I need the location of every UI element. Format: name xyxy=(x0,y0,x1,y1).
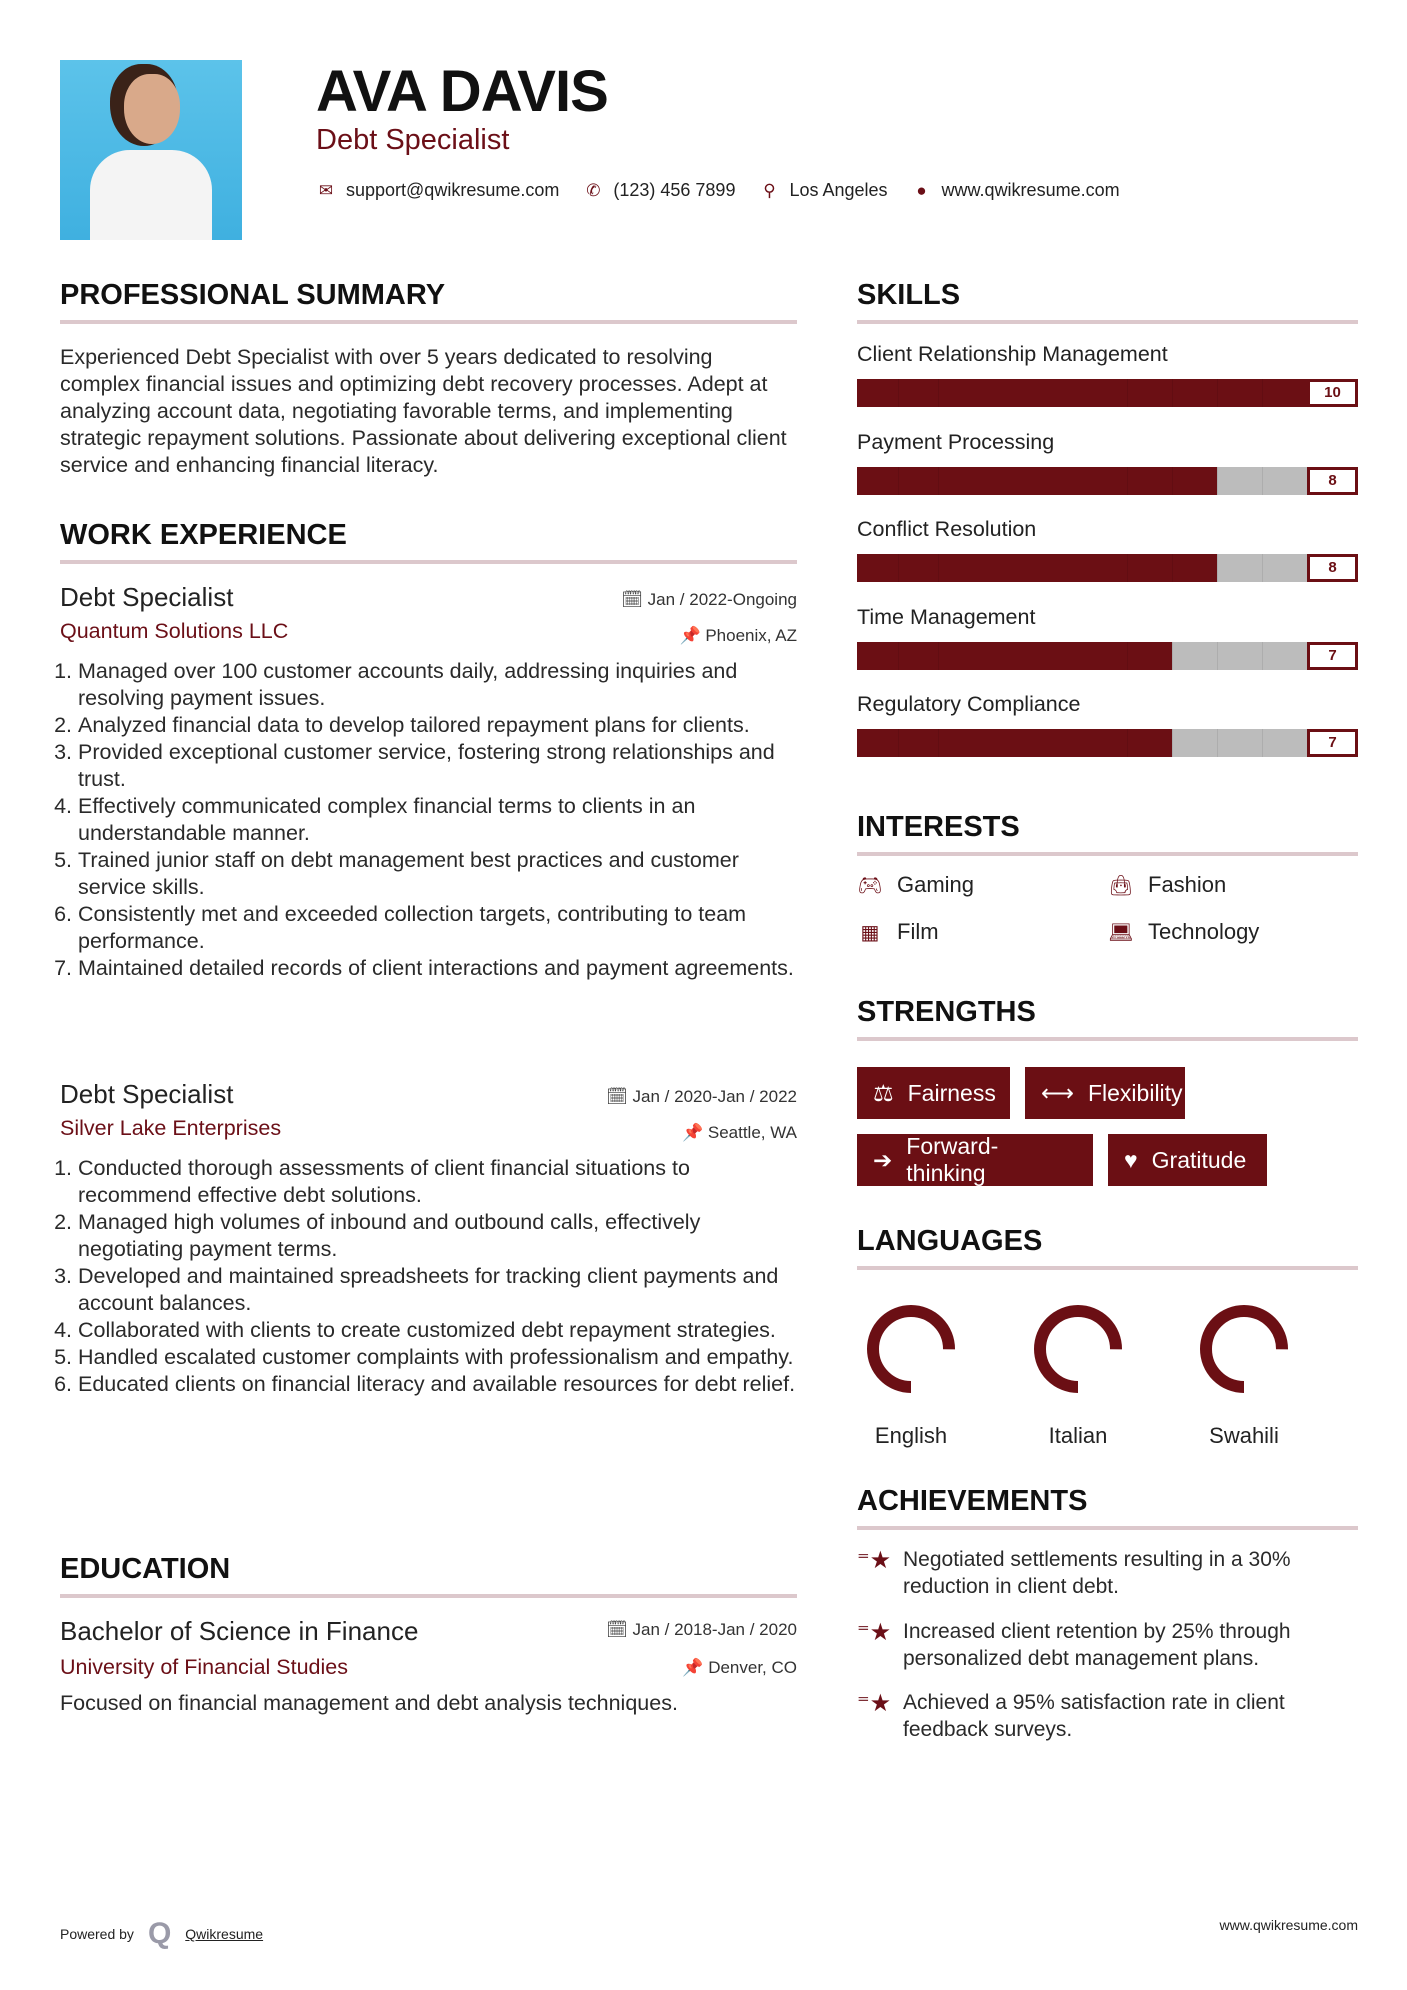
dates-text: Jan / 2022-Ongoing xyxy=(647,590,797,609)
job-bullet: 4. Collaborated with clients to create customized debt repayment strategies. xyxy=(78,1317,797,1344)
company-name: Silver Lake Enterprises xyxy=(60,1116,282,1140)
location-text: Seattle, WA xyxy=(707,1123,797,1142)
skill-name: Conflict Resolution xyxy=(857,517,1037,542)
phone-icon: ✆ xyxy=(586,180,601,200)
skill-bar-fill xyxy=(857,729,1172,757)
strength-forward-thinking xyxy=(857,1134,1093,1186)
interest-label: Technology xyxy=(1148,919,1260,944)
skill-bar xyxy=(857,729,1358,757)
achievement-text: Increased client retention by 25% through personalized debt management plans. xyxy=(903,1620,1291,1670)
section-heading: PROFESSIONAL SUMMARY xyxy=(60,279,446,311)
laptop-icon: 💻︎ xyxy=(1108,921,1134,944)
interest-film xyxy=(857,919,939,945)
skill-bar xyxy=(857,379,1358,407)
skill-level: 8 xyxy=(1307,467,1358,495)
education-description: Focused on financial management and debt analysis techniques. xyxy=(60,1691,678,1715)
job-title: Debt Specialist xyxy=(60,1079,234,1109)
skill-bar xyxy=(857,642,1358,670)
divider xyxy=(857,320,1358,324)
achievement-item xyxy=(857,1546,1358,1600)
job-bullet: 1. Managed over 100 customer accounts daily, addressing inquiries and resolving payment issues. xyxy=(78,658,797,712)
location-text: Denver, CO xyxy=(708,1658,797,1677)
footer-powered xyxy=(60,1917,263,1951)
job-bullet: 3. Developed and maintained spreadsheets for tracking client payments and account balances. xyxy=(78,1263,797,1317)
skill-name: Time Management xyxy=(857,604,1036,629)
shopping-bag-icon: 👜︎ xyxy=(1108,874,1134,897)
divider xyxy=(60,1594,797,1598)
candidate-title: Debt Specialist xyxy=(316,124,510,156)
summary-section xyxy=(60,279,797,479)
section-heading: WORK EXPERIENCE xyxy=(60,519,347,551)
skill-level: 7 xyxy=(1307,729,1358,757)
language-ring-arc xyxy=(1040,1311,1116,1387)
envelope-icon: ✉ xyxy=(318,180,334,200)
skill-name: Client Relationship Management xyxy=(857,342,1168,366)
language-item xyxy=(846,1301,976,1449)
arrow-right-icon: ➔ xyxy=(873,1146,893,1173)
divider xyxy=(857,1526,1358,1530)
job-title: Debt Specialist xyxy=(60,582,234,612)
language-ring xyxy=(863,1301,959,1397)
education-location: 📌 Denver, CO xyxy=(682,1658,797,1677)
section-heading: INTERESTS xyxy=(857,811,1020,843)
strengths-section xyxy=(857,996,1358,1196)
strength-label: Flexibility xyxy=(1087,1079,1183,1106)
language-ring-arc xyxy=(1206,1311,1282,1387)
skill-name: Payment Processing xyxy=(857,429,1055,454)
job-dates: 🗓 Jan / 2022-Ongoing xyxy=(621,590,797,609)
skills-section xyxy=(857,279,1358,780)
achievement-text: Achieved a 95% satisfaction rate in client feedback surveys. xyxy=(903,1691,1285,1741)
dates-text: Jan / 2020-Jan / 2022 xyxy=(632,1087,797,1106)
skill-bar-fill xyxy=(857,554,1217,582)
job-bullet: 6. Educated clients on financial literacy and available resources for debt relief. xyxy=(78,1371,797,1398)
job-dates: 🗓 Jan / 2020-Jan / 2022 xyxy=(606,1087,797,1106)
shooting-star-icon: ⁼★ xyxy=(857,1619,892,1646)
language-item xyxy=(1013,1301,1143,1449)
divider xyxy=(60,560,797,564)
contact-email[interactable]: support@qwikresume.com xyxy=(346,180,560,200)
job-entry xyxy=(60,582,797,982)
language-ring xyxy=(1196,1301,1292,1397)
job-bullet: 1. Conducted thorough assessments of client financial situations to recommend effective debt solutions. xyxy=(78,1155,797,1209)
job-bullets xyxy=(60,658,797,982)
language-item xyxy=(1179,1301,1309,1449)
strength-flexibility xyxy=(1025,1067,1185,1119)
strength-fairness xyxy=(857,1067,1010,1119)
job-location: 📌 Phoenix, AZ xyxy=(679,626,797,645)
divider xyxy=(857,1037,1358,1041)
divider xyxy=(60,320,797,324)
skill-bar xyxy=(857,467,1358,495)
location-text: Phoenix, AZ xyxy=(705,626,797,645)
language-name: Italian xyxy=(1048,1423,1108,1448)
interest-technology xyxy=(1108,919,1259,945)
skill-level: 8 xyxy=(1307,554,1358,582)
experience-section xyxy=(60,519,797,564)
interest-fashion xyxy=(1108,872,1226,898)
job-bullet: 2. Managed high volumes of inbound and outbound calls, effectively negotiating payment terms. xyxy=(78,1209,797,1263)
strength-label: Forward-thinking xyxy=(906,1133,999,1186)
job-bullet: 3. Provided exceptional customer service, fostering strong relationships and trust. xyxy=(78,739,797,793)
skill-bar-fill xyxy=(857,642,1172,670)
contact-website[interactable]: www.qwikresume.com xyxy=(941,180,1120,200)
job-bullet: 4. Effectively communicated complex financial terms to clients in an understandable manner. xyxy=(78,793,797,847)
skill-item xyxy=(857,342,1358,430)
profile-photo xyxy=(60,60,242,240)
brand-link[interactable]: Qwikresume xyxy=(185,1926,264,1942)
strength-label: Fairness xyxy=(907,1079,996,1106)
education-dates: 🗓 Jan / 2018-Jan / 2020 xyxy=(606,1620,797,1639)
film-icon: ▦ xyxy=(860,921,880,944)
languages-section xyxy=(857,1225,1358,1448)
job-bullet: 2. Analyzed financial data to develop tailored repayment plans for clients. xyxy=(78,712,797,739)
section-heading: ACHIEVEMENTS xyxy=(857,1485,1088,1517)
section-heading: LANGUAGES xyxy=(857,1225,1043,1257)
job-bullet: 5. Handled escalated customer complaints with professionalism and empathy. xyxy=(78,1344,797,1371)
skill-bar-fill xyxy=(857,467,1217,495)
powered-by-text: Powered by xyxy=(60,1926,134,1942)
language-ring-arc xyxy=(873,1311,949,1387)
job-location: 📌 Seattle, WA xyxy=(681,1123,797,1142)
balance-scale-icon: ⚖ xyxy=(873,1079,894,1106)
job-bullet: 7. Maintained detailed records of client interactions and payment agreements. xyxy=(78,955,797,982)
section-heading: SKILLS xyxy=(857,279,961,311)
skill-bar xyxy=(857,554,1358,582)
globe-icon: ● xyxy=(916,180,927,200)
achievements-section xyxy=(857,1485,1358,1745)
divider xyxy=(857,852,1358,856)
dates-text: Jan / 2018-Jan / 2020 xyxy=(632,1620,797,1639)
interest-label: Film xyxy=(897,919,939,944)
skill-name: Regulatory Compliance xyxy=(857,692,1081,717)
map-pin-icon: ⚲ xyxy=(763,180,776,200)
degree: Bachelor of Science in Finance xyxy=(60,1616,419,1646)
contact-phone: (123) 456 7899 xyxy=(613,180,736,200)
summary-text: Experienced Debt Specialist with over 5 years dedicated to resolving complex financial issues and optimizing debt recovery processes. Adept at analyzing account data, negotiating favorable terms, and implementing strategic repayment solutions. Passionate about delivering exceptional client service and enhancing financial literacy. xyxy=(60,345,787,477)
shooting-star-icon: ⁼★ xyxy=(857,1690,892,1717)
contact-bar xyxy=(316,180,1120,201)
achievement-item xyxy=(857,1689,1358,1743)
skill-level: 10 xyxy=(1307,379,1358,407)
interest-label: Gaming xyxy=(897,872,975,897)
language-ring xyxy=(1030,1301,1126,1397)
contact-location: Los Angeles xyxy=(789,180,888,200)
section-heading: EDUCATION xyxy=(60,1553,231,1585)
interest-gaming xyxy=(857,872,974,898)
language-name: Swahili xyxy=(1209,1423,1279,1448)
job-entry xyxy=(60,1079,797,1398)
job-bullet: 6. Consistently met and exceeded collection targets, contributing to team performance. xyxy=(78,901,797,955)
strength-label: Gratitude xyxy=(1151,1146,1247,1173)
achievement-text: Negotiated settlements resulting in a 30% reduction in client debt. xyxy=(903,1548,1291,1598)
arrows-horizontal-icon: ⟷ xyxy=(1041,1079,1074,1106)
candidate-name: AVA DAVIS xyxy=(316,59,608,124)
skill-bar-fill xyxy=(857,379,1307,407)
heart-icon: ♥ xyxy=(1124,1146,1138,1173)
company-name: Quantum Solutions LLC xyxy=(60,619,289,643)
divider xyxy=(857,1266,1358,1270)
strength-gratitude xyxy=(1108,1134,1267,1186)
footer-website[interactable]: www.qwikresume.com xyxy=(1219,1917,1358,1933)
skill-level: 7 xyxy=(1307,642,1358,670)
school: University of Financial Studies xyxy=(60,1655,348,1679)
interests-section xyxy=(857,811,1358,951)
achievement-item xyxy=(857,1618,1358,1672)
qwikresume-logo-icon: Q xyxy=(147,1917,172,1950)
job-bullets xyxy=(60,1155,797,1398)
skill-item xyxy=(857,692,1358,780)
skill-item xyxy=(857,605,1358,693)
language-name: English xyxy=(874,1423,948,1448)
education-section xyxy=(60,1553,797,1717)
interest-label: Fashion xyxy=(1148,872,1227,897)
gamepad-icon: 🎮︎ xyxy=(857,874,883,897)
section-heading: STRENGTHS xyxy=(857,996,1036,1028)
skill-item xyxy=(857,517,1358,605)
skill-item xyxy=(857,430,1358,518)
job-bullet: 5. Trained junior staff on debt management best practices and customer service skills. xyxy=(78,847,797,901)
shooting-star-icon: ⁼★ xyxy=(857,1547,892,1574)
